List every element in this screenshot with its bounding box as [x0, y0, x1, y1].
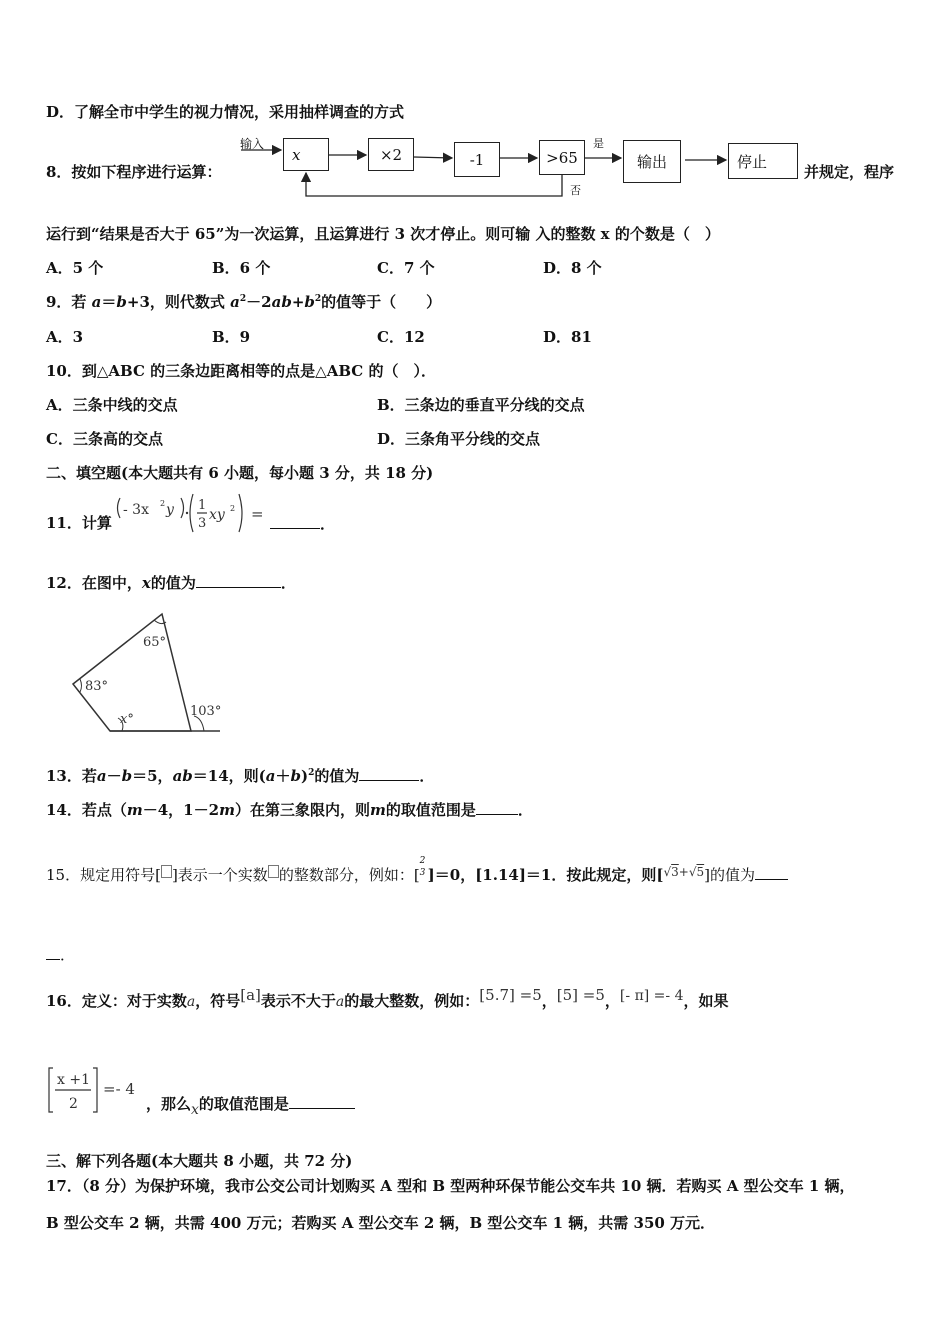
q11-m1-y: y [166, 502, 174, 518]
q12-stem: 12．在图中，x的值为 ． [46, 574, 296, 592]
flow-yes-label: 是 [593, 137, 604, 150]
q16-line2: ，那么x的取值范围是 [146, 1094, 355, 1114]
q11-frac-d: 3 [198, 516, 207, 531]
flow-box-output: 输出 [623, 140, 681, 183]
q17-line2: B 型公交车 2 辆，共需 400 万元；若购买 A 型公交车 2 辆，B 型公交车 1 辆，共需 350 万元． [46, 1214, 716, 1232]
q17-line1: 17．（8 分）为保护环境，我市公交公司计划购买 A 型和 B 型两种环保节能公交车共 10 辆．若购买 A 型公交车 1 辆， [46, 1177, 855, 1195]
q11-blank[interactable] [270, 514, 320, 529]
q16-blank[interactable] [289, 1094, 355, 1109]
q15-blank-cont[interactable] [46, 945, 60, 960]
flow-input-label: 输入 [240, 137, 265, 151]
q11-paren-right-1 [181, 498, 184, 518]
q16-math [47, 1066, 147, 1116]
q10-stem: 10．到△ABC 的三条边距离相等的点是△ABC 的（ ）． [46, 362, 436, 380]
q16-eq: =- 4 [103, 1080, 135, 1098]
flow-no-label: 否 [570, 184, 581, 197]
q12-angle-103: 103° [190, 704, 222, 719]
q16-frac-n: x +1 [57, 1072, 90, 1088]
q8-option-b: B．6 个 [212, 259, 271, 277]
flow-box-gt65: >65 [539, 140, 585, 175]
q10-option-d: D．三条角平分线的交点 [377, 430, 541, 448]
q9-option-b: B．9 [212, 328, 251, 346]
q16-line1: 16．定义：对于实数a，符号[a]表示不大于a的最大整数，例如：[5.7] =5，[5] =5，[- π] =- 4，如果 [46, 986, 729, 1010]
q15-stem: 15．规定用符号[ ]表示一个实数 的整数部分，例如：[ 2 3 ]＝0，[1.14]＝1．按此规定，则[$^{√3+√5}$]的值为 [46, 865, 788, 884]
q11-prefix: 11．计算 [46, 514, 112, 532]
q15-placeholder-2 [268, 865, 279, 878]
q11-xy: xy [209, 507, 225, 523]
q12-arc-83 [80, 679, 82, 692]
section2-title: 二、填空题(本大题共有 6 小题，每小题 3 分，共 18 分) [46, 464, 434, 482]
q15-continuation: ． [46, 945, 75, 964]
q11-frac-n: 1 [198, 498, 207, 513]
q8-prefix: 8．按如下程序进行运算： [46, 163, 222, 181]
q9-option-c: C．12 [377, 328, 425, 346]
q11-math [113, 492, 273, 536]
q15-placeholder-1 [161, 865, 172, 878]
q8-option-a: A．5 个 [46, 259, 104, 277]
q10-option-a: A．三条中线的交点 [46, 396, 178, 414]
q11-m1: - 3x [123, 502, 149, 518]
q10-option-b: B．三条边的垂直平分线的交点 [377, 396, 585, 414]
q14-blank[interactable] [476, 800, 518, 815]
flow-box-stop: 停止 [728, 143, 798, 179]
q13-blank[interactable] [359, 766, 419, 781]
q11-expression [113, 492, 273, 536]
q12-angle-83: 83° [85, 679, 109, 694]
q11-eq: = [251, 505, 264, 523]
q15-radical-expr: √3+√5 [663, 865, 705, 879]
arrow-loop-back [306, 173, 562, 196]
q13-stem: 13．若a－b＝5，ab＝14，则$(a+b)^2$的值为 ． [46, 767, 435, 785]
q8-option-c: C．7 个 [377, 259, 435, 277]
flow-box-minus1: -1 [454, 142, 500, 177]
q12-angle-65: 65° [143, 635, 167, 650]
q16-frac-d: 2 [69, 1096, 78, 1112]
q11-dot [186, 512, 188, 514]
flow-box-x: x [283, 138, 329, 171]
q11-paren-left-1 [118, 498, 121, 518]
section3-title: 三、解下列各题(本大题共 8 小题，共 72 分) [46, 1152, 353, 1170]
q7-option-d: D．了解全市中学生的视力情况，采用抽样调查的方式 [46, 103, 405, 121]
q12-angle-x: x° [120, 712, 134, 727]
q11-xy-sup: 2 [230, 504, 236, 513]
q11-paren-right-2 [239, 494, 242, 532]
flow-arrows [0, 0, 950, 260]
q16-bracket-left [49, 1068, 53, 1112]
q8-option-d: D．8 个 [543, 259, 602, 277]
q8-line2: 运行到“结果是否大于 65”为一次运算，且运算进行 3 次才停止。则可输 入的整数 x 的个数是（ ） [46, 225, 720, 243]
arrow-times2-minus1 [414, 157, 452, 158]
q14-stem: 14．若点（m－4，1－2m）在第三象限内，则m的取值范围是 ． [46, 801, 533, 819]
q16-fraction-expr [47, 1066, 147, 1120]
q11-m1-sup: 2 [160, 499, 166, 508]
q8-suffix: 并规定，程序 [804, 163, 895, 181]
q9-option-d: D．81 [543, 328, 592, 346]
q10-option-c: C．三条高的交点 [46, 430, 163, 448]
q11-paren-left-2 [190, 494, 193, 532]
q12-blank[interactable] [196, 573, 281, 588]
q15-blank[interactable] [755, 865, 788, 880]
flow-box-times2: ×2 [368, 138, 414, 171]
q9-stem: 9．若 a＝b+3，则代数式 $a^2-2ab+b^2$的值等于（ ） [46, 293, 442, 311]
q9-option-a: A．3 [46, 328, 84, 346]
q16-bracket-right [93, 1068, 97, 1112]
q11-answer-area: ． [270, 514, 335, 533]
q12-figure [60, 600, 240, 740]
